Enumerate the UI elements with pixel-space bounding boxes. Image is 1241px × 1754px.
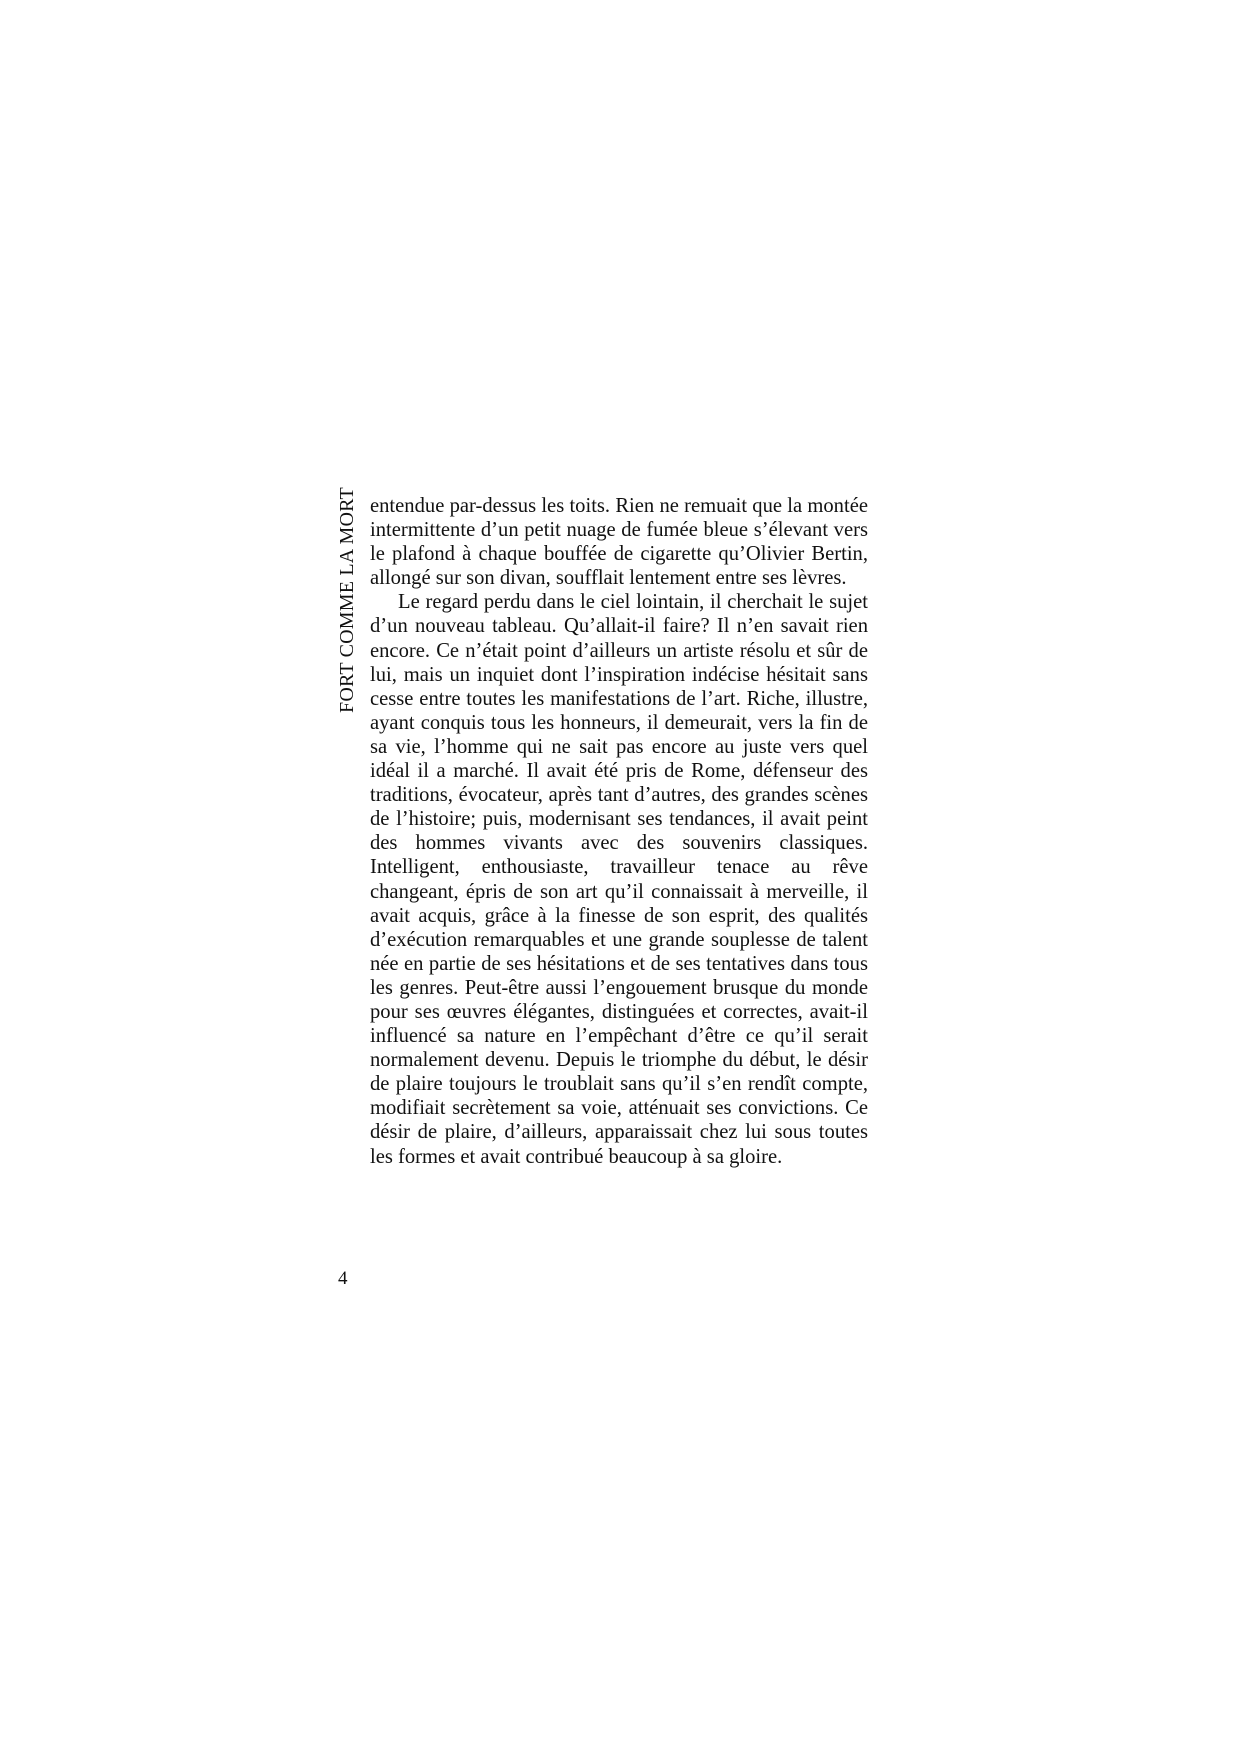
page-number: 4 <box>338 1268 348 1289</box>
paragraph: Le regard perdu dans le ciel lointain, il cherchait le sujet d’un nouveau tableau. Qu’allait-il faire? Il n’en savait rien encore. Ce n’était point d’ailleurs un artiste résolu et sûr de lui, mais un inquiet dont l’inspiration indécise hésitait sans cesse entre toutes les manifestations de l’art. Riche, illustre, ayant conquis tous les honneurs, il demeurait, vers la fin de sa vie, l’homme qui ne sait pas encore au juste vers quel idéal il a marché. Il avait été pris de Rome, défenseur des traditions, évocateur, après tant d’autres, des grandes scènes de l’histoire; puis, modernisant ses tendances, il avait peint des hommes vivants avec des souvenirs classiques. Intelligent, enthousiaste, travailleur tenace au rêve changeant, épris de son art qu’il connaissait à merveille, il avait acquis, grâce à la finesse de son esprit, des qualités d’exécution remarquables et une grande souplesse de talent née en partie de ses hésitations et de ses tentatives dans tous les genres. Peut-être aussi l’engouement brusque du monde pour ses œuvres élégantes, distinguées et correctes, avait-il influencé sa nature en l’empêchant d’être ce qu’il serait normalement devenu. Depuis le triomphe du début, le désir de plaire toujours le troublait sans qu’il s’en rendît compte, modifiait secrètement sa voie, atténuait ses convictions. Ce désir de plaire, d’ailleurs, apparaissait chez lui sous toutes les formes et avait contribué beaucoup à sa gloire. <box>370 591 868 1168</box>
body-text <box>370 494 868 1169</box>
running-head: FORT COMME LA MORT <box>336 487 358 713</box>
paragraph-continued: entendue par-dessus les toits. Rien ne remuait que la montée intermittente d’un petit nuage de fumée bleue s’élevant vers le plafond à chaque bouffée de cigarette qu’Olivier Bertin, allongé sur son divan, soufflait lentement entre ses lèvres. <box>370 495 868 590</box>
